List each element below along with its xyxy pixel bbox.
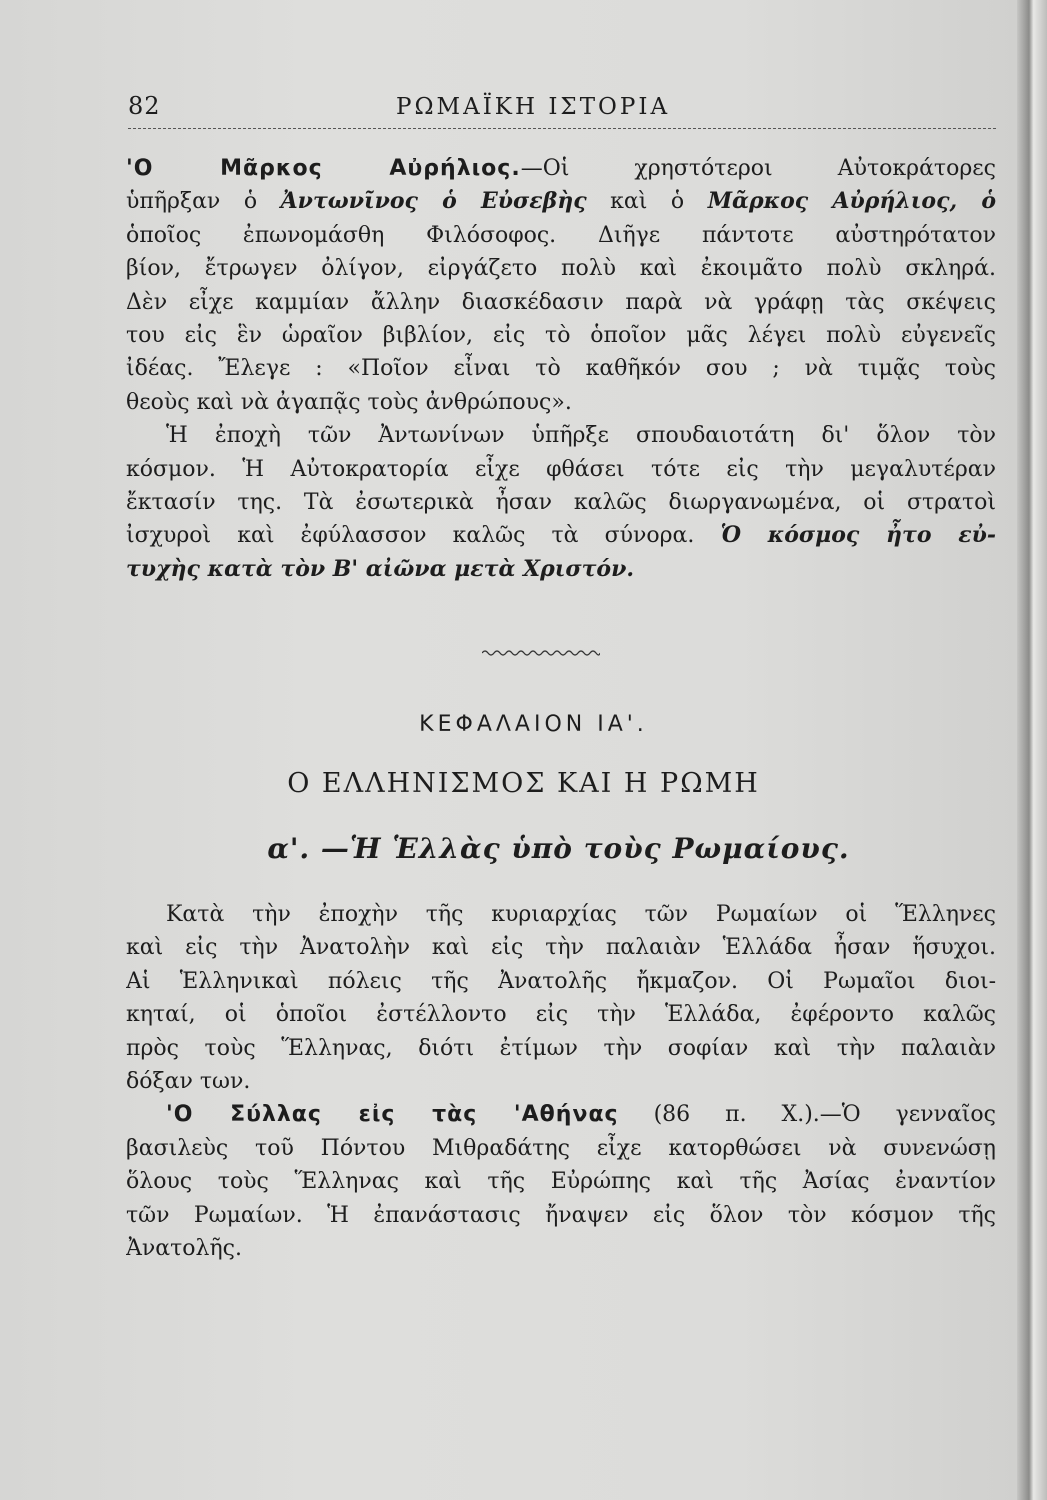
text-line	[126, 152, 996, 185]
rubric-heading: 'Ο Μᾶρκος Αὐρήλιος.	[126, 156, 521, 181]
text-line	[126, 931, 996, 964]
text-run: ἔκτασίν της. Τὰ ἐσωτερικὰ ἦσαν καλῶς διωργανωμένα, οἱ στρατοὶ	[126, 490, 996, 516]
text-run: ὁποῖος ἐπωνομάσθη Φιλόσοφος. Διῆγε πάντοτε αὐστηρότατον	[126, 222, 996, 248]
text-run: πρὸς τοὺς Ἕλληνας, διότι ἐτίμων τὴν σοφίαν καὶ τὴν παλαιὰν	[126, 1035, 996, 1061]
text-line	[126, 519, 996, 552]
text-line	[126, 386, 996, 419]
page-binding-edge	[1017, 0, 1047, 1500]
text-run: Κατὰ τὴν ἐποχὴν τῆς κυριαρχίας τῶν Ρωμαίων οἱ Ἕλληνες	[166, 902, 996, 927]
text-run: ἰσχυροὶ καὶ ἐφύλασσον καλῶς τὰ σύνορα.	[126, 523, 721, 549]
text-line	[126, 898, 996, 931]
section-title: α'. —Ἡ Ἑλλὰς ὑπὸ τοὺς Ρωμαίους.	[267, 832, 850, 865]
header-rule	[128, 128, 996, 129]
emphasis-text: Μᾶρκος Αὐρήλιος, ὁ	[707, 188, 996, 215]
text-run: ἰδέας. Ἔλεγε : «Ποῖον εἶναι τὸ καθῆκόν σου ; νὰ τιμᾷς τοὺς	[126, 356, 996, 382]
text-run: θεοὺς καὶ νὰ ἀγαπᾷς τοὺς ἀνθρώπους».	[126, 389, 572, 415]
text-line	[126, 352, 996, 385]
wavy-divider	[482, 648, 600, 658]
text-run: ὅλους τοὺς Ἕλληνας καὶ τῆς Εὐρώπης καὶ τῆς Ἀσίας ἐναντίον	[126, 1169, 996, 1195]
text-run: Αἱ Ἑλληνικαὶ πόλεις τῆς Ἀνατολῆς ἤκμαζον. Οἱ Ρωμαῖοι διοι-	[126, 968, 996, 994]
chapter-title: Ο ΕΛΛΗΝΙΣΜΟΣ ΚΑΙ Η ΡΩΜΗ	[287, 768, 760, 799]
text-run: του εἰς ἓν ὡραῖον βιβλίον, εἰς τὸ ὁποῖον μᾶς λέγει πολὺ εὐγενεῖς	[126, 323, 996, 349]
text-line	[126, 453, 996, 486]
text-line	[126, 1032, 996, 1065]
chapter-label: ΚΕΦΑΛΑΙΟΝ ΙΑ'.	[419, 712, 648, 737]
text-run: κόσμον. Ἡ Αὐτοκρατορία εἶχε φθάσει τότε εἰς τὴν μεγαλυτέραν	[126, 456, 996, 482]
text-line	[126, 1132, 996, 1165]
text-run: τῶν Ρωμαίων. Ἡ ἐπανάστασις ἤναψεν εἰς ὅλον τὸν κόσμον τῆς	[126, 1202, 996, 1228]
text-line	[126, 252, 996, 285]
text-line	[126, 319, 996, 352]
text-line	[126, 1098, 996, 1131]
text-line	[126, 185, 996, 218]
text-run: —Οἱ χρηστότεροι Αὐτοκράτορες	[520, 156, 996, 181]
text-line	[126, 219, 996, 252]
section-marcus-aurelius	[126, 152, 996, 586]
text-line	[126, 965, 996, 998]
text-run: ὑπῆρξαν ὁ	[126, 189, 281, 215]
text-line	[126, 419, 996, 452]
text-run: δόξαν των.	[126, 1069, 251, 1095]
text-line	[126, 1199, 996, 1232]
text-run: κηταί, οἱ ὁποῖοι ἐστέλλοντο εἰς τὴν Ἑλλάδα, ἐφέροντο καλῶς	[126, 1002, 996, 1028]
text-run: βίον, ἔτρωγεν ὀλίγον, εἰργάζετο πολὺ καὶ ἐκοιμᾶτο πολὺ σκληρά.	[126, 256, 996, 282]
text-line	[126, 286, 996, 319]
page-header	[128, 92, 996, 132]
text-run: καὶ ὁ	[586, 189, 708, 215]
text-run: (86 π. Χ.).—Ὁ γενναῖος	[618, 1102, 996, 1128]
text-run: Ἡ ἐποχὴ τῶν Ἀντωνίνων ὑπῆρξε σπουδαιοτάτη δι' ὅλον τὸν	[166, 423, 996, 449]
text-run: καὶ εἰς τὴν Ἀνατολὴν καὶ εἰς τὴν παλαιὰν Ἑλλάδα ἦσαν ἥσυχοι.	[126, 935, 996, 961]
text-line	[126, 1232, 996, 1265]
rubric-heading: 'Ο Σύλλας εἰς τὰς 'Αθήνας	[166, 1102, 619, 1128]
section-greece-under-romans	[126, 898, 996, 1265]
text-line	[126, 486, 996, 519]
text-line	[126, 1165, 996, 1198]
text-line	[126, 1065, 996, 1098]
emphasis-text: Ἀντωνῖνος ὁ Εὐσεβὴς	[280, 188, 587, 215]
emphasis-text: Ὁ κόσμος ἦτο εὐ-	[720, 522, 996, 549]
text-run: Ἀνατολῆς.	[126, 1236, 242, 1262]
running-title: ΡΩΜΑΪΚΗ ΙΣΤΟΡΙΑ	[396, 94, 671, 120]
text-run: βασιλεὺς τοῦ Πόντου Μιθραδάτης εἶχε κατορθώσει νὰ συνενώσῃ	[126, 1135, 996, 1161]
page-number: 82	[128, 92, 161, 120]
text-line	[126, 553, 996, 586]
text-line	[126, 998, 996, 1031]
text-run: Δὲν εἶχε καμμίαν ἄλλην διασκέδασιν παρὰ νὰ γράφῃ τὰς σκέψεις	[126, 289, 996, 315]
emphasis-text: τυχὴς κατὰ τὸν Β' αἰῶνα μετὰ Χριστόν.	[126, 555, 634, 582]
